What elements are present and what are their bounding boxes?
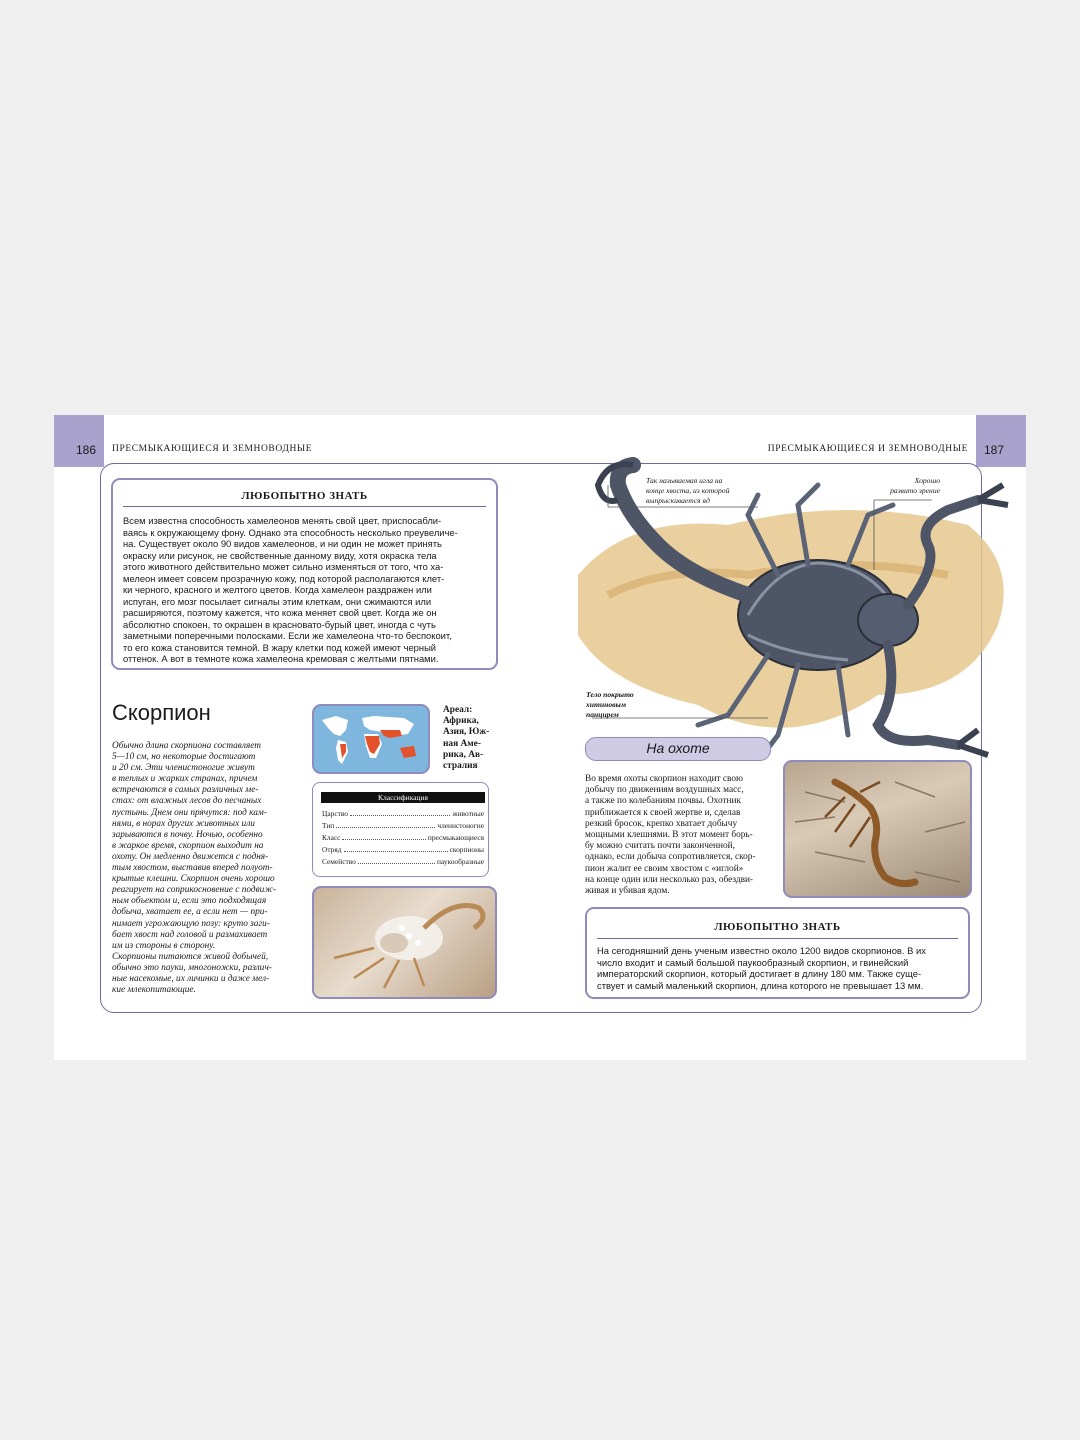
scorpion-on-ground-illustration — [785, 762, 970, 896]
text-line: в теплых и жарких странах, причем — [112, 774, 258, 785]
scorpion-photo-rock — [312, 886, 497, 999]
hunting-title: На охоте — [646, 740, 710, 756]
text-line: пустынь. Днем они прячутся: под кам- — [112, 807, 267, 818]
asia-range — [380, 730, 402, 738]
text-line: число входит и самый большой паукообразный скорпион, и гвинейский — [597, 956, 909, 968]
rank-value: паукообразные — [436, 857, 484, 866]
range-label — [443, 705, 497, 772]
text-line: нями, в норах других животных или — [112, 818, 255, 829]
scorpion-photo-ground — [783, 760, 972, 898]
text-line: на. Существует около 90 видов хамелеонов, и ни один не может принять — [123, 538, 442, 549]
text-line: обычно это пауки, многоножки, различ- — [112, 962, 272, 973]
sting-callout — [646, 476, 776, 506]
text-line: охоту. Он медленно движется с подня- — [112, 851, 269, 862]
text-line: однако, если добыча сопротивляется, скор- — [585, 852, 756, 863]
rank-label: Семейство — [322, 857, 356, 866]
rank-value: членистоногие — [437, 821, 484, 830]
callout-line: конце хвоста, из которой — [646, 486, 730, 495]
scorpion-illustration — [548, 455, 1026, 775]
text-line: ки черного, красного и желтого цветов. Когда хамелеон раздражен или — [123, 584, 432, 595]
rank-value: скорпионы — [449, 845, 484, 854]
text-line: реагирует на соприкосновение с подвиж- — [112, 885, 277, 896]
rank-label: Класс — [322, 833, 341, 842]
text-line: императорский скорпион, который достигает в длину 180 мм. Также суще- — [597, 968, 922, 979]
leader-dots — [336, 821, 435, 828]
chameleon-fact-box — [111, 478, 498, 670]
classification-title: Классификация — [321, 792, 485, 803]
text-line: пион жалит ее своим хвостом с «иглой» — [585, 863, 744, 874]
scorpion-fact-box — [585, 907, 970, 999]
rank-value: животные — [452, 809, 484, 818]
classification-row — [322, 845, 484, 854]
rank-value: пресмыкающиеся — [427, 833, 484, 842]
text-line: абсолютно спокоен, то окрашен в красновато-бурый цвет, иногда с чуть — [123, 618, 436, 630]
right-running-head: ПРЕСМЫКАЮЩИЕСЯ И ЗЕМНОВОДНЫЕ — [767, 444, 968, 454]
leader-dots — [344, 845, 448, 852]
callout-line: выпрыскивается яд — [646, 496, 710, 505]
rank-label: Отряд — [322, 845, 342, 854]
text-line: зарываются в почву. Ночью, особенно — [112, 829, 263, 840]
scorpion-fact-title: ЛЮБОПЫТНО ЗНАТЬ — [714, 921, 841, 933]
right-page-number: 187 — [983, 443, 1004, 457]
left-running-head: ПРЕСМЫКАЮЩИЕСЯ И ЗЕМНОВОДНЫЕ — [112, 444, 313, 454]
text-line: ным объектом и, если это подходящая — [112, 896, 267, 907]
vision-callout — [870, 476, 940, 496]
leader-dots — [358, 857, 435, 864]
range-map — [312, 704, 430, 774]
scorpion-title: Скорпион — [112, 700, 211, 725]
rank-label: Тип — [322, 821, 335, 830]
text-line: Скорпионы питаются живой добычей, — [112, 951, 269, 962]
text-line: мощными клешнями. В этот момент борь- — [585, 830, 753, 841]
text-line: встречаются в самых различных ме- — [112, 785, 259, 796]
callout-line: хитиновым — [586, 700, 627, 709]
text-line: ваясь к окружающему фону. Однако эта способность несколько преувеличе- — [123, 526, 458, 538]
left-page-number: 186 — [76, 443, 97, 457]
text-line: добычу по движениям воздушных масс, — [585, 785, 744, 796]
text-line: испуган, его мозг посылает сигналы этим клеткам, они сжимаются или — [123, 595, 432, 607]
callout-line: панцирем — [586, 710, 619, 719]
body-armor-callout — [586, 690, 656, 720]
chameleon-fact-title: ЛЮБОПЫТНО ЗНАТЬ — [241, 490, 368, 502]
text-line: Обычно длина скорпиона составляет — [112, 741, 261, 751]
scorpion-with-young-illustration — [314, 888, 495, 997]
text-line: в жаркое время, скорпион выходит на — [112, 840, 264, 851]
range-line: Азия, Юж- — [443, 727, 490, 738]
text-line: нимает угрожающую позу: круто заги- — [112, 918, 270, 929]
text-line: им из стороны в сторону. — [112, 940, 216, 951]
range-line: стралия — [443, 761, 478, 772]
text-line: Во время охоты скорпион находит свою — [585, 774, 743, 784]
range-line: рика, Ав- — [443, 749, 484, 760]
text-line: крытые клешни. Скорпион очень хорошо — [112, 874, 275, 885]
text-line: приближается к своей жертве и, сделав — [585, 807, 741, 818]
scorpion-description — [112, 741, 298, 996]
text-line: На сегодняшний день ученым известно около 1200 видов скорпионов. В их — [597, 945, 926, 956]
callout-line: Так называемая игла на — [646, 476, 723, 485]
text-line: а также по колебаниям почвы. Охотник — [585, 796, 742, 807]
title-rule — [123, 506, 486, 507]
text-line: окраску или рисунок, не свойственные данному виду, хотя окраска тела — [123, 549, 437, 561]
leader-dots — [350, 809, 451, 816]
text-line: ствует и самый маленький скорпион, длина которого не превышает 13 мм. — [597, 979, 924, 991]
classification-row — [322, 833, 484, 842]
text-line: мелеон имеет совсем прозрачную кожу, под которой располагаются клет- — [123, 572, 445, 584]
classification-box — [312, 782, 489, 877]
callout-line: Тело покрыто — [586, 690, 634, 699]
range-line: ная Аме- — [443, 738, 481, 749]
text-line: 5—10 см, но некоторые достигают — [112, 752, 256, 763]
scorpion-fact-text — [597, 945, 957, 991]
text-line: добыча, хватает ее, а если нет — при- — [112, 907, 268, 918]
left-page-tab — [54, 415, 104, 467]
classification-row — [322, 809, 484, 818]
chameleon-fact-text — [123, 515, 483, 665]
text-line: ные насекомые, их личинки и даже мел- — [112, 973, 270, 984]
text-line: бу можно считать почти законченной, — [585, 841, 735, 852]
text-line: тым хвостом, выставив вперед полуот- — [112, 863, 273, 874]
hunting-title-pill — [585, 737, 771, 761]
rank-label: Царство — [322, 809, 348, 818]
australia-range — [400, 746, 416, 758]
leader-dots — [342, 833, 425, 840]
text-line: бает хвост над головой и размахивает — [112, 929, 268, 940]
text-line: стах: от влажных лесов до песчаных — [112, 796, 262, 807]
text-line: живая и убивая ядом. — [585, 886, 670, 897]
callout-line: Хорошо — [914, 476, 940, 485]
text-line: Всем известна способность хамелеонов менять свой цвет, приспосабли- — [123, 515, 442, 526]
text-line: резкий бросок, крепко хватает добычу — [585, 818, 738, 829]
text-line: расширяются, поэтому кажется, что кожа меняет свой цвет. Когда же он — [123, 607, 437, 618]
text-line: кие млекопитающие. — [112, 985, 196, 996]
text-line: заметными поперечными полосками. Если же хамелеона что-то беспокоит, — [123, 630, 452, 641]
world-map-icon — [314, 706, 428, 772]
classification-row — [322, 857, 484, 866]
text-line: на конце один или несколько раз, обездви- — [585, 874, 754, 885]
hunting-text — [585, 774, 770, 897]
north-america-shape — [322, 716, 348, 736]
range-line: Ареал: — [443, 705, 473, 715]
range-line: Африка, — [443, 716, 479, 727]
title-rule — [597, 938, 958, 939]
classification-row — [322, 821, 484, 830]
text-line: оттенок. А вот в темноте кожа хамелеона кремовая с желтыми пятнами. — [123, 653, 439, 664]
text-line: то его кожа становится темной. В жару клетки под кожей имеют черный — [123, 641, 437, 653]
text-line: этого животного действительно может сильно изменяться от того, что ха- — [123, 561, 444, 572]
text-line: и 20 см. Эти членистоногие живут — [112, 763, 255, 774]
scorpion-anatomy-drawing — [548, 455, 1026, 775]
callout-line: развито зрение — [890, 486, 940, 495]
